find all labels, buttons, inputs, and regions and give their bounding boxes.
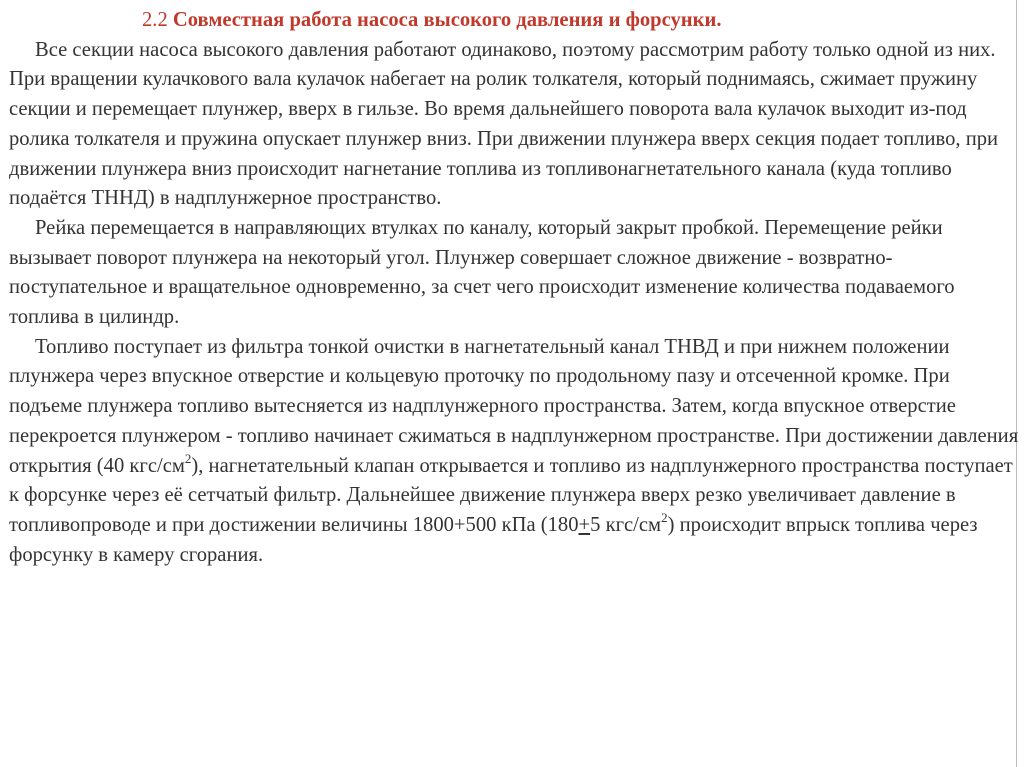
paragraph-3 — [9, 333, 1019, 571]
section-number: 2.2 — [142, 9, 173, 31]
paragraph-3-part-4: ) происходит впрыск топлива через форсунку в камеру сгорания. — [9, 513, 978, 566]
paragraph-3-part-1: Топливо поступает из фильтра тонкой очистки в нагнетательный канал ТНВД и при нижнем положении плунжера через впускное отверстие и кольцевую проточку по продольному пазу и отсеченной кромке. При подъеме плунжера топливо вытесняется из надплунжерного пространства. Затем, когда впускное отверстие перекроется плунжером - топливо начинает сжиматься в надплунжерном пространстве. При достижении давления открытия (40 кгс/см — [9, 335, 1019, 477]
text-block — [9, 6, 1019, 570]
paragraph-3-part-2: ), нагнетательный клапан открывается и топливо из надплунжерного пространства поступает к форсунке через её сетчатый фильтр. Дальнейшее движение плунжера вверх резко увеличивает давление в топливопроводе и при достижении величины 1800+500 кПа (180 — [9, 454, 1013, 536]
paragraph-2: Рейка перемещается в направляющих втулках по каналу, который закрыт пробкой. Перемещение рейки вызывает поворот плунжера на некоторый угол. Плунжер совершает сложное движение - возвратно-поступательное и вращательное одновременно, за счет чего происходит изменение количества подаваемого топлива в цилиндр. — [9, 216, 955, 329]
paragraph-3-part-3: 5 кгс/см — [590, 513, 662, 536]
paragraph-1: Все секции насоса высокого давления работают одинаково, поэтому рассмотрим работу только одной из них. При вращении кулачкового вала кулачок набегает на ролик толкателя, который поднимаясь, сжимает пружину секции и перемещает плунжер, вверх в гильзе. Во время дальнейшего поворота вала кулачок выходит из-под ролика толкателя и пружина опускает плунжер вниз. При движении плунжера вверх секция подает топливо, при движении плунжера вниз происходит нагнетание топлива из топливонагнетательного канала (куда топливо подаётся ТННД) в надплунжерное пространство. — [9, 38, 999, 210]
section-heading — [9, 6, 1019, 36]
superscript-2-first: 2 — [184, 450, 192, 466]
section-title: Совместная работа насоса высокого давления и форсунки. — [172, 9, 722, 31]
plus-minus-underlined: + — [578, 513, 591, 536]
superscript-2-second: 2 — [661, 510, 668, 526]
